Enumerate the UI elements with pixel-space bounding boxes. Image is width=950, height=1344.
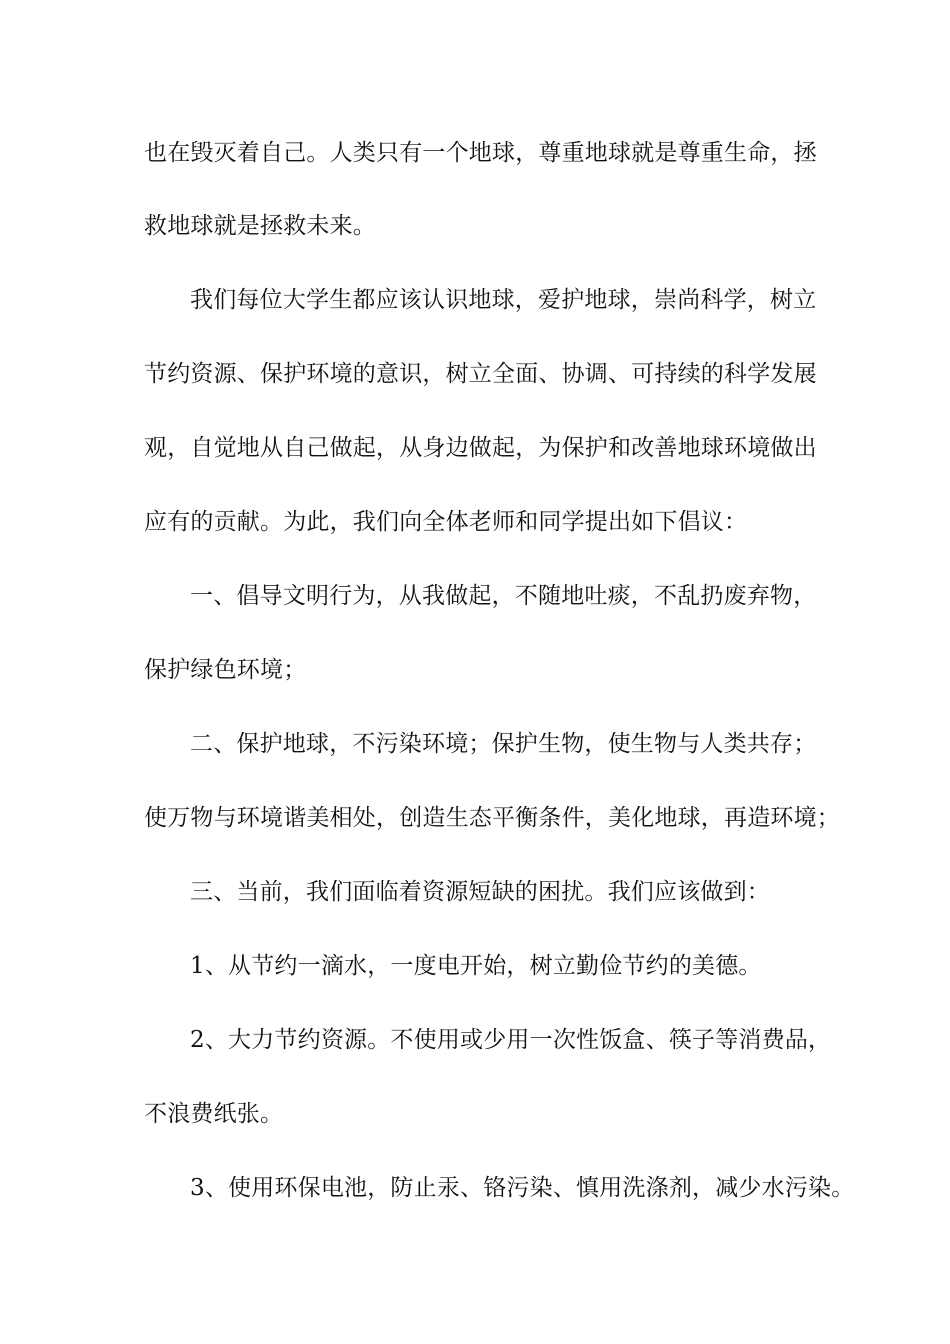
text-line: 使万物与环境谐美相处，创造生态平衡条件，美化地球，再造环境； xyxy=(144,805,840,831)
text-line: 救地球就是拯救未来。 xyxy=(144,213,376,239)
text-line: 应有的贡献。为此，我们向全体老师和同学提出如下倡议： xyxy=(144,509,748,535)
text-line: 保护绿色环境； xyxy=(144,657,307,683)
list-item-line: 3、使用环保电池，防止汞、铬污染、慎用洗涤剂，减少水污染。 xyxy=(190,1175,855,1201)
text-line: 也在毁灭着自己。人类只有一个地球，尊重地球就是尊重生命，拯 xyxy=(144,140,817,166)
list-item-line: 2、大力节约资源。不使用或少用一次性饭盒、筷子等消费品， xyxy=(190,1027,832,1053)
list-item-line: 1、从节约一滴水，一度电开始，树立勤俭节约的美德。 xyxy=(190,953,762,979)
text-line: 节约资源、保护环境的意识，树立全面、协调、可持续的科学发展 xyxy=(144,361,817,387)
text-line: 不浪费纸张。 xyxy=(144,1101,284,1127)
paragraph-start-line: 我们每位大学生都应该认识地球，爱护地球，崇尚科学，树立 xyxy=(190,287,817,313)
text-line: 观，自觉地从自己做起，从身边做起，为保护和改善地球环境做出 xyxy=(144,435,817,461)
list-item-line: 二、保护地球，不污染环境；保护生物，使生物与人类共存； xyxy=(190,731,817,757)
list-item-line: 一、倡导文明行为，从我做起，不随地吐痰，不乱扔废弃物， xyxy=(190,583,817,609)
list-item-line: 三、当前，我们面临着资源短缺的困扰。我们应该做到： xyxy=(190,879,770,905)
